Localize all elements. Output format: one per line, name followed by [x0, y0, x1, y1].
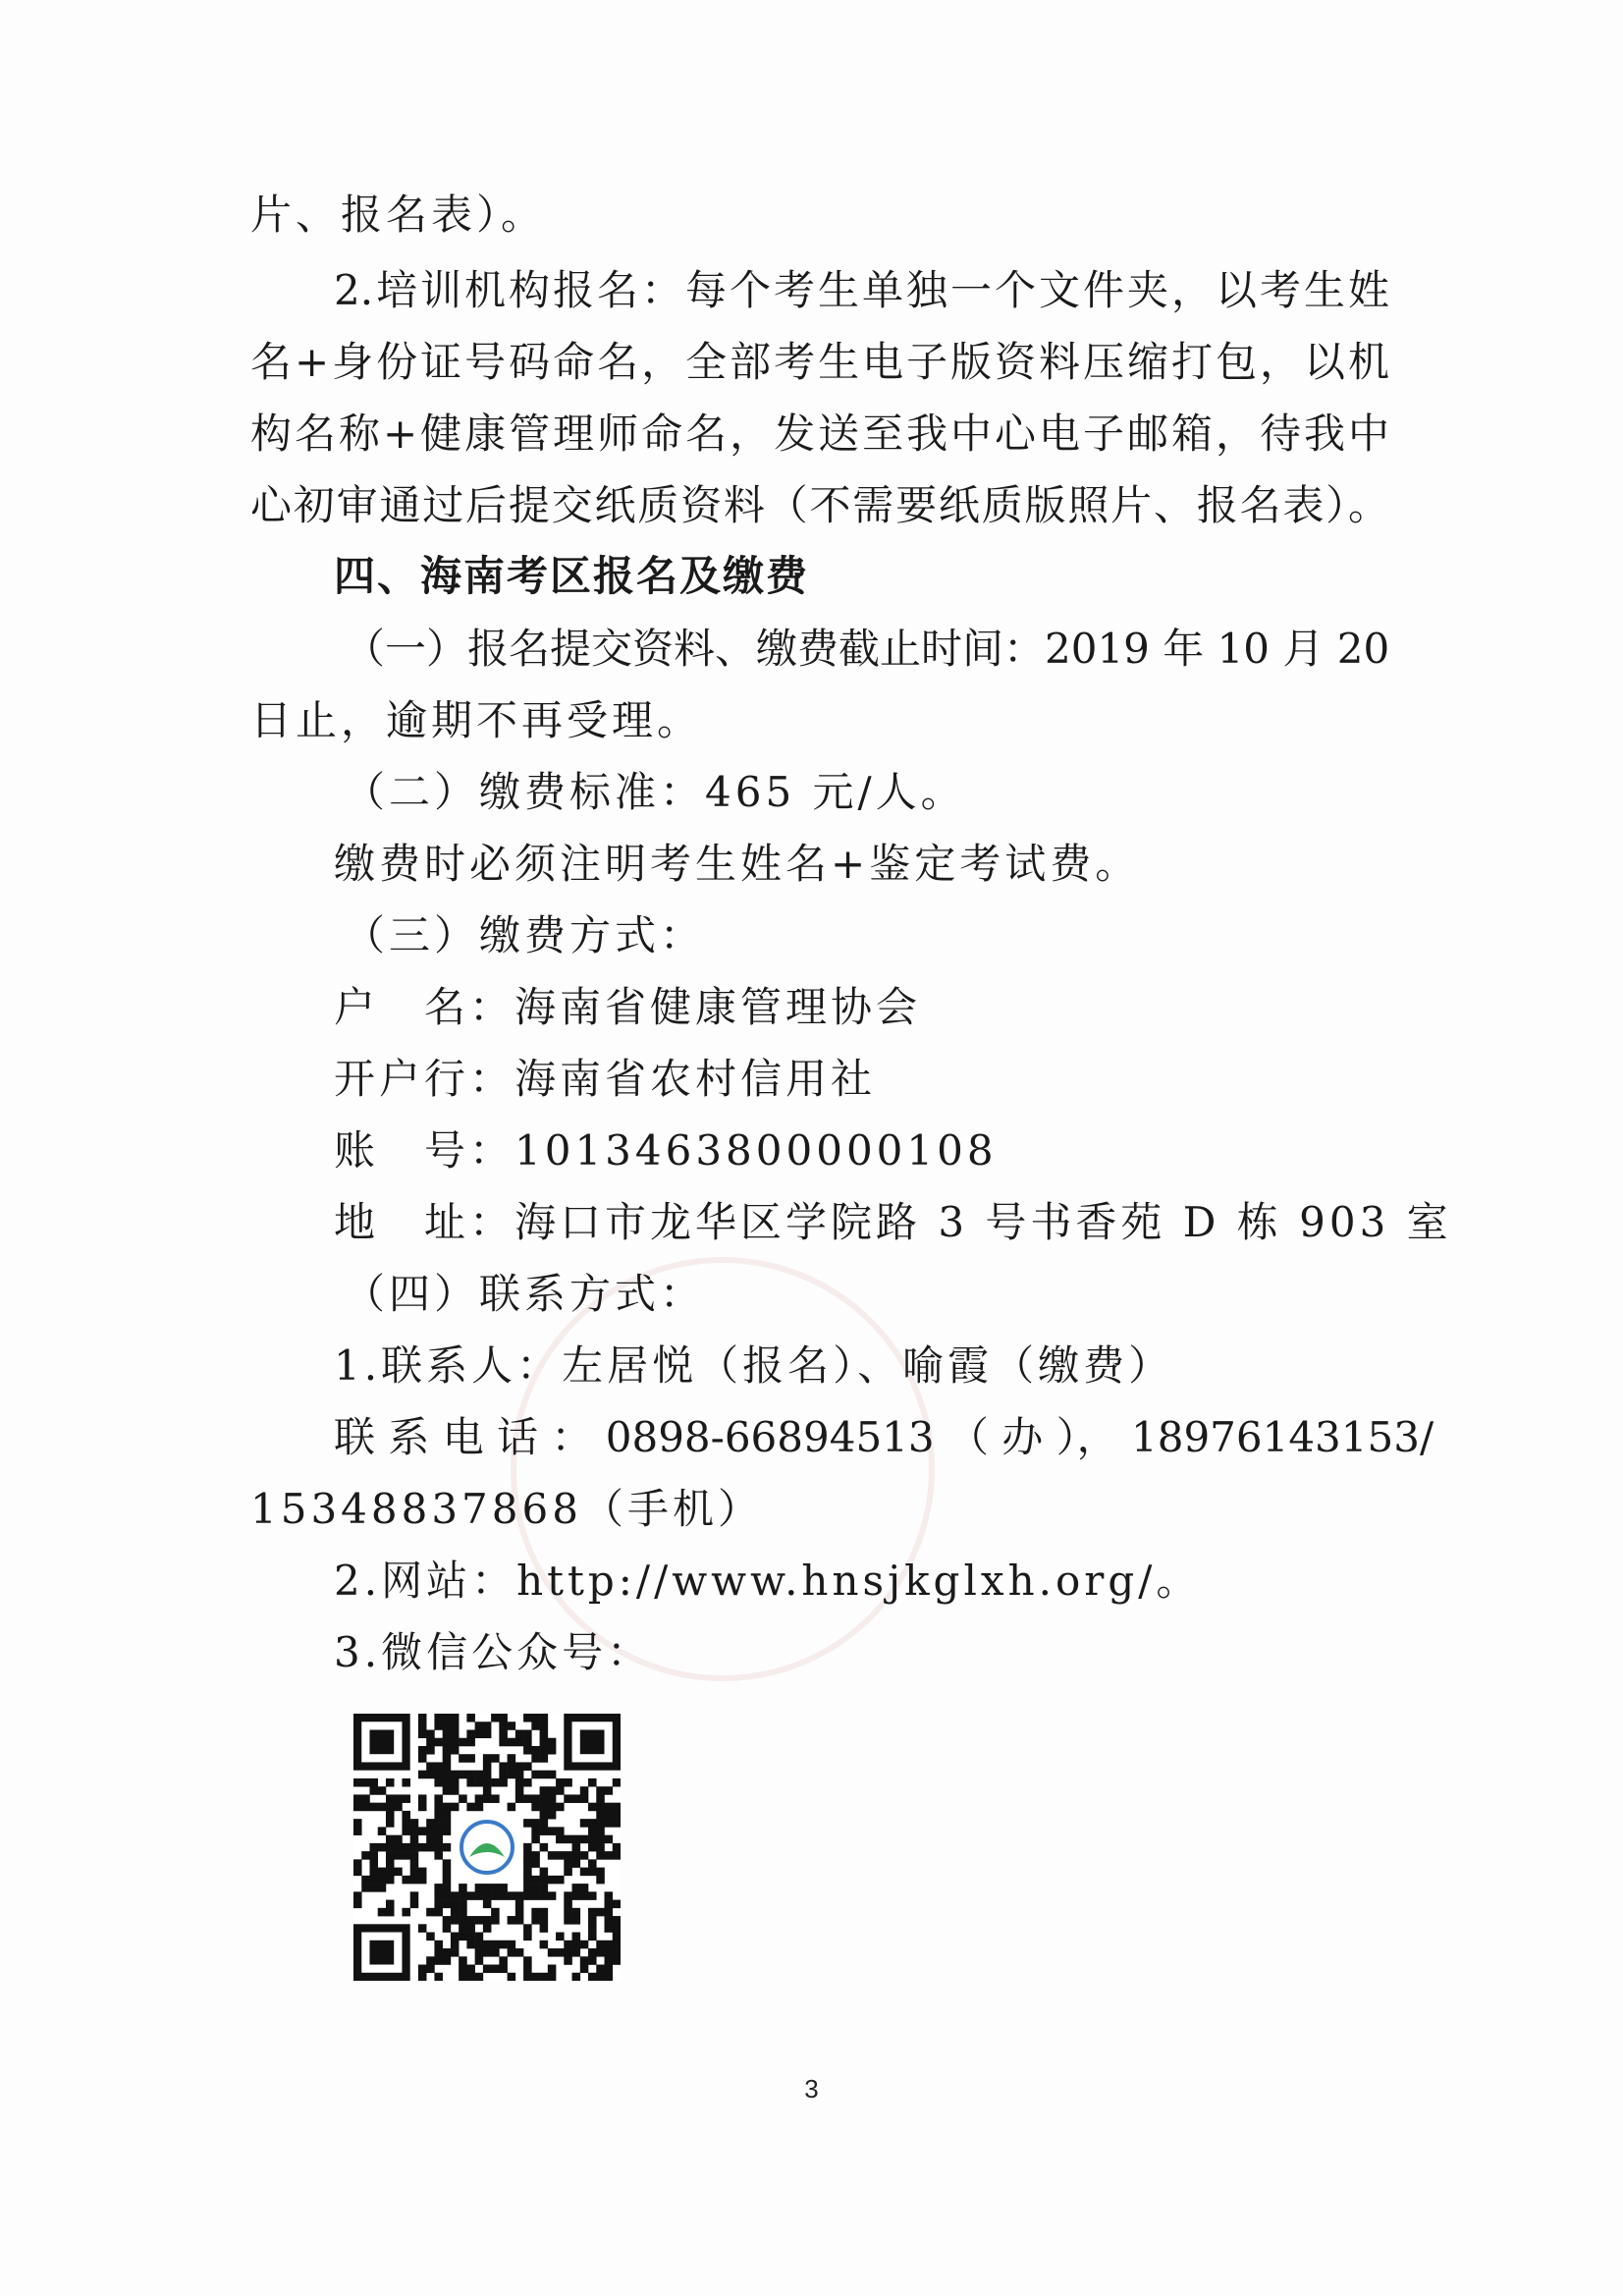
page-number: 3 — [804, 2074, 819, 2104]
text-line: （四）联系方式： — [344, 1270, 706, 1318]
text-line: 名+身份证号码命名，全部考生电子版资料压缩打包，以机 — [250, 338, 1389, 386]
section-heading: 四、海南考区报名及缴费 — [334, 552, 810, 600]
text-line: 2.培训机构报名：每个考生单独一个文件夹，以考生姓 — [334, 266, 1389, 314]
text-line: 构名称+健康管理师命名，发送至我中心电子邮箱，待我中 — [250, 410, 1389, 458]
text-line: 缴费时必须注明考生姓名+鉴定考试费。 — [334, 840, 1141, 888]
text-line: 日止，逾期不再受理。 — [250, 696, 703, 744]
phone-line: 联 系 电 话 ： 0898-66894513 （ 办 ）， 18976143153/ — [334, 1413, 1434, 1461]
text-line: 心初审通过后提交纸质资料（不需要纸质版照片、报名表）。 — [250, 481, 1389, 529]
address-line: 地 址：海口市龙华区学院路 3 号书香苑 D 栋 903 室 — [334, 1198, 1452, 1246]
faded-seal-stamp — [511, 1257, 935, 1681]
contact-person-line: 1.联系人：左居悦（报名）、喻霞（缴费） — [334, 1341, 1174, 1390]
text-line: （三）缴费方式： — [344, 911, 706, 959]
account-name-line: 户 名：海南省健康管理协会 — [334, 983, 922, 1031]
text-line: 片、报名表）。 — [250, 191, 547, 239]
wechat-qr-code — [353, 1714, 621, 1981]
phone-line-continued: 15348837868（手机） — [250, 1485, 763, 1533]
qr-code-graphic — [353, 1714, 621, 1981]
text-line: （二）缴费标准：465 元/人。 — [344, 768, 966, 816]
website-line: 2.网站：http://www.hnsjkglxh.org/。 — [334, 1557, 1202, 1605]
wechat-line: 3.微信公众号： — [334, 1628, 653, 1676]
text-line: （一）报名提交资料、缴费截止时间：2019 年 10 月 20 — [344, 625, 1390, 673]
account-number-line: 账 号：1013463800000108 — [334, 1126, 998, 1175]
bank-line: 开户行：海南省农村信用社 — [334, 1055, 877, 1103]
